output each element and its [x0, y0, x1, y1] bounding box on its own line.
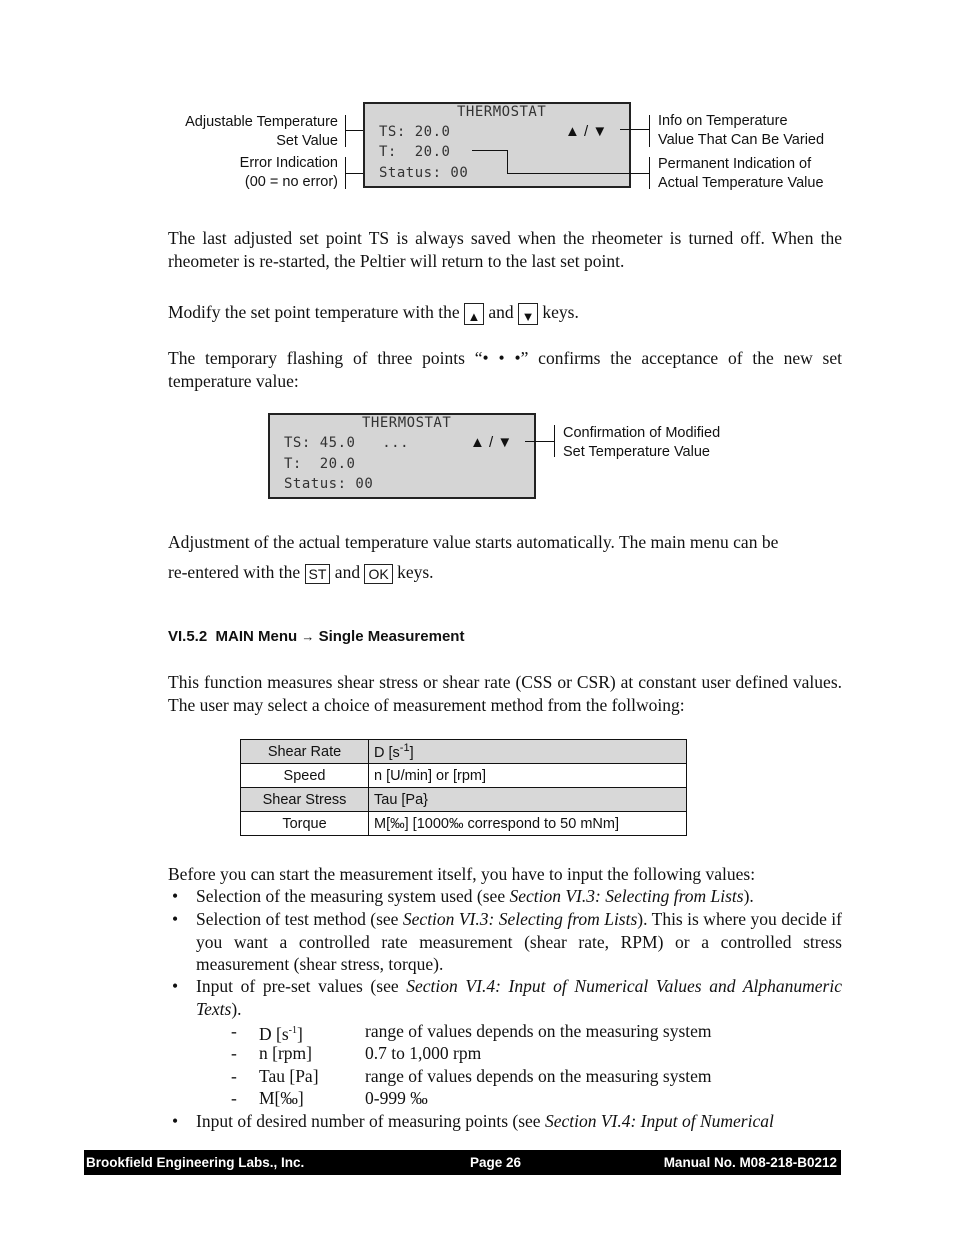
- up-down-arrows-icon: ▲ / ▼: [565, 123, 608, 140]
- display-title: THERMOSTAT: [362, 415, 452, 431]
- thermostat-display: [363, 102, 631, 188]
- ok-key-icon: OK: [364, 564, 392, 584]
- display-actual-value: T: 20.0: [284, 456, 356, 472]
- section-heading: VI.5.2 MAIN Menu → Single Measurement: [168, 628, 465, 645]
- paragraph-saved-set-point: The last adjusted set point TS is always saved when the rheometer is turned off. When the rheometer is re-started, the Peltier will return to the last set point.: [168, 228, 842, 271]
- display-title: THERMOSTAT: [457, 104, 547, 120]
- confirmation-label: Confirmation of Modified Set Temperature Value: [563, 425, 721, 460]
- table-row: Speed n [U/min] or [rpm]: [241, 764, 687, 788]
- actual-temperature-label: Permanent Indication of Actual Temperature Value: [658, 156, 824, 191]
- footer-manual-number: Manual No. M08-218-B0212: [663, 1155, 837, 1170]
- paragraph-modify-set-point: Modify the set point temperature with the ▲ and ▼ keys.: [168, 302, 579, 324]
- display-set-value: TS: 45.0 ...: [284, 435, 410, 451]
- display-set-value: TS: 20.0: [379, 124, 451, 140]
- display-status: Status: 00: [379, 165, 469, 181]
- table-row: Torque M[‰] [1000‰ correspond to 50 mNm]: [241, 812, 687, 836]
- display-actual-value: T: 20.0: [379, 144, 451, 160]
- footer-company: Brookfield Engineering Labs., Inc.: [86, 1155, 305, 1170]
- right-arrow-icon: →: [301, 629, 315, 644]
- error-indication-label: Error Indication (00 = no error): [239, 155, 338, 190]
- up-down-arrows-icon: ▲ / ▼: [470, 434, 513, 451]
- paragraph-flashing-points: The temporary flashing of three points “• • •” confirms the acceptance of the new set temperature value:: [168, 348, 842, 391]
- paragraph-adjustment: Adjustment of the actual temperature value starts automatically. The main menu can be re-entered with the ST and OK keys.: [168, 532, 779, 582]
- down-key-icon: ▼: [518, 303, 538, 325]
- page-footer: [84, 1150, 841, 1175]
- set-value-label: Adjustable Temperature Set Value: [185, 114, 338, 149]
- table-row: Shear Stress Tau [Pa}: [241, 788, 687, 812]
- table-row: Shear Rate D $[s^{-1}]$: [241, 740, 687, 764]
- up-key-icon: ▲: [464, 303, 484, 325]
- footer-page-number: Page 26: [470, 1155, 522, 1170]
- measurement-method-table: [240, 739, 687, 836]
- paragraph-before-start: Before you can start the measurement itself, you have to input the following values:: [168, 864, 756, 884]
- display-status: Status: 00: [284, 476, 374, 492]
- st-key-icon: ST: [305, 564, 331, 584]
- thermostat-display-confirmation: [268, 413, 536, 499]
- info-temperature-label: Info on Temperature Value That Can Be Varied: [658, 113, 825, 148]
- paragraph-function-description: This function measures shear stress or shear rate (CSS or CSR) at constant user defined values. The user may select a choice of measurement method from the follwoing:: [168, 672, 842, 715]
